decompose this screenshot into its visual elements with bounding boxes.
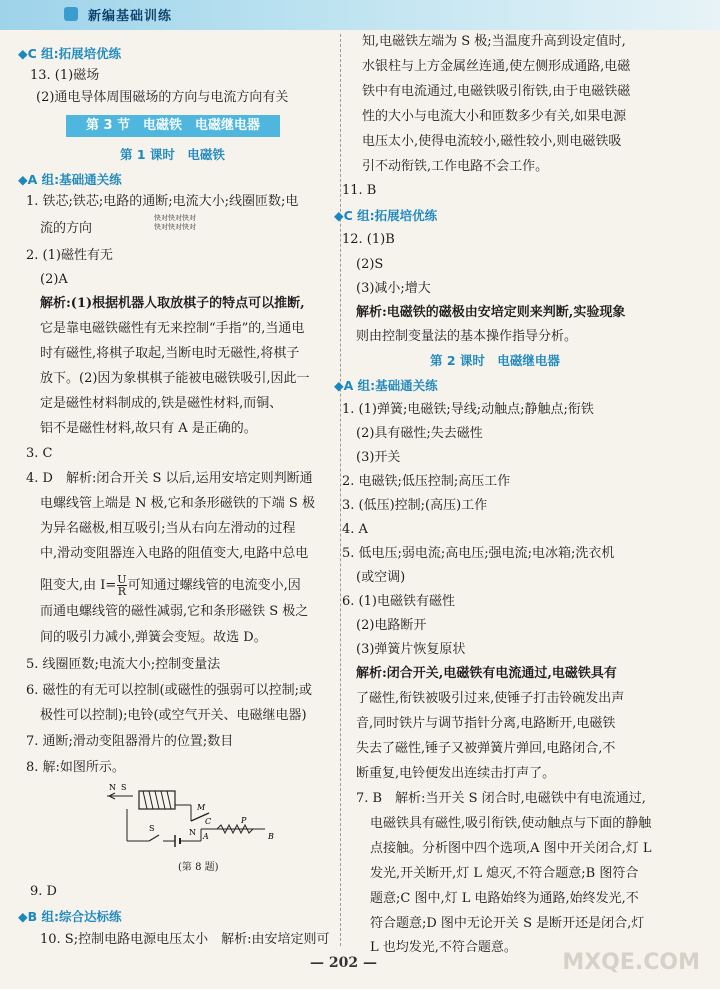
watermark: MXQE.COM xyxy=(562,950,700,975)
answer-1-line1: 1. 铁芯;铁芯;电路的通断;电流大小;线圈匝数;电 xyxy=(26,194,299,209)
label-n2: N xyxy=(189,828,196,837)
r-answer-6-2: (2)电路断开 xyxy=(356,618,427,633)
label-a: A xyxy=(203,832,209,841)
explanation-2-line6: 铝不是磁性材料,故只有 A 是正确的。 xyxy=(40,421,257,436)
a-group-heading: ◆A 组:基础通关练 xyxy=(18,172,122,187)
answer-10-cont-3: 铁中有电流通过,电磁铁吸引衔铁,由于电磁铁磁 xyxy=(362,84,631,99)
answer-4-line4: 中,滑动变阻器连入电路的阻值变大,电路中总电 xyxy=(40,546,309,561)
book-icon xyxy=(64,7,78,21)
lesson-title-2: 第 2 课时 电磁继电器 xyxy=(430,353,560,368)
r-answer-7-line2: 电磁铁具有磁性,吸引衔铁,使动触点与下面的静触 xyxy=(370,816,652,831)
r-explanation-6-line4: 失去了磁性,锤子又被弹簧片弹回,电路闭合,不 xyxy=(356,741,616,756)
r-answer-3: 3. (低压)控制;(高压)工作 xyxy=(342,498,488,513)
answer-7: 7. 通断;滑动变阻器滑片的位置;数目 xyxy=(26,734,234,749)
r-explanation-6-line1: 解析:闭合开关,电磁铁有电流通过,电磁铁具有 xyxy=(356,666,617,681)
label-p: P xyxy=(241,816,247,825)
answer-10-cont-5: 电压太小,使得电流较小,磁性较小,则电磁铁吸 xyxy=(362,134,622,149)
r-answer-1-3: (3)开关 xyxy=(356,450,401,465)
answer-4-line3: 为异名磁极,相互吸引;当从右向左滑动的过程 xyxy=(40,521,296,536)
label-n: N xyxy=(109,783,116,792)
r-answer-5-line2: (或空调) xyxy=(356,570,406,585)
answer-12-1: 12. (1)B xyxy=(342,232,395,247)
label-c: C xyxy=(205,817,212,826)
r-answer-6-3: (3)弹簧片恢复原状 xyxy=(356,642,466,657)
r-answer-1-2: (2)具有磁性;失去磁性 xyxy=(356,426,483,441)
answer-5: 5. 线圈匝数;电流大小;控制变量法 xyxy=(26,657,221,672)
answer-10-cont-2: 水银柱与上方金属丝连通,使左侧形成通路,电磁 xyxy=(362,59,631,74)
r-answer-6-1: 6. (1)电磁铁有磁性 xyxy=(342,594,455,609)
c-group-heading: ◆C 组:拓展培优练 xyxy=(18,46,122,61)
circuit-diagram xyxy=(105,783,295,853)
switch xyxy=(149,835,159,841)
answer-13-2: (2)通电导体周围磁场的方向与电流方向有关 xyxy=(36,90,289,105)
b-group-heading: ◆B 组:综合达标练 xyxy=(18,909,122,924)
answer-1-line2: 流的方向 xyxy=(40,221,93,236)
fraction-u-over-r: $\frac{U}{R}$ xyxy=(117,573,127,598)
r-answer-5-line1: 5. 低电压;弱电流;高电压;强电流;电冰箱;洗衣机 xyxy=(342,546,615,561)
r-explanation-6-line5: 断重复,电铃便发出连续击打声了。 xyxy=(356,766,556,781)
r-answer-7-line5: 题意;C 图中,灯 L 电路始终为通路,始终发光,不 xyxy=(370,891,639,906)
explanation-2-line1: 解析:(1)根据机器人取放棋子的特点可以推断, xyxy=(40,296,305,311)
r-answer-1-1: 1. (1)弹簧;电磁铁;导线;动触点;静触点;衔铁 xyxy=(342,402,594,417)
page-number: — 202 — xyxy=(310,955,377,971)
coil-winding xyxy=(143,791,171,809)
answer-12-3: (3)减小;增大 xyxy=(356,281,431,296)
label-s: S xyxy=(121,783,127,792)
column-divider xyxy=(340,34,341,946)
answer-4-line1: 4. D 解析:闭合开关 S 以后,运用安培定则判断通 xyxy=(26,471,313,486)
label-m: M xyxy=(197,803,206,812)
explanation-2-line3: 时有磁性,将棋子取起,当断电时无磁性,将棋子 xyxy=(40,346,300,361)
c-group-heading-2: ◆C 组:拓展培优练 xyxy=(334,208,438,223)
r-explanation-6-line2: 了磁性,衔铁被吸引过来,使锤子打击铃碗发出声 xyxy=(356,691,625,706)
answer-4-line6: 而通电螺线管的磁性减弱,它和条形磁铁 S 极之 xyxy=(40,604,309,619)
r-answer-7-line6: 符合题意;D 图中无论开关 S 是断开还是闭合,灯 xyxy=(370,916,645,931)
answer-2-1: 2. (1)磁性有无 xyxy=(26,248,113,263)
stamp-text: 快对快对快对 快对快对快对 xyxy=(154,214,196,231)
answer-10-cont-6: 引不动衔铁,工作电路不会工作。 xyxy=(362,159,549,174)
answer-10-cont-4: 性的大小与电流大小和匝数多少有关,如果电源 xyxy=(362,109,627,124)
answer-4-line5: 阻变大,由 I= $\frac{U}{R}$ 可知通过螺线管的电流变小,因 xyxy=(40,573,301,598)
answer-4-line2: 电螺线管上端是 N 极,它和条形磁铁的下端 S 极 xyxy=(40,496,315,511)
r-answer-2: 2. 电磁铁;低压控制;高压工作 xyxy=(342,474,511,489)
section-banner: 第 3 节 电磁铁 电磁继电器 xyxy=(66,115,280,137)
explanation-12-line2: 则由控制变量法的基本操作指导分析。 xyxy=(356,329,578,344)
answer-6-line1: 6. 磁性的有无可以控制(或磁性的强弱可以控制;或 xyxy=(26,683,312,698)
a-group-heading-2: ◆A 组:基础通关练 xyxy=(334,378,438,393)
answer-6-line2: 极性可以控制);电铃(或空气开关、电磁继电器) xyxy=(40,708,307,723)
label-b: B xyxy=(268,832,274,841)
answer-10-cont-1: 知,电磁铁左端为 S 极;当温度升高到设定值时, xyxy=(362,34,626,49)
r-explanation-6-line3: 音,同时铁片与调节指针分离,电路断开,电磁铁 xyxy=(356,716,616,731)
answer-4-line7: 间的吸引力减小,弹簧会变短。故选 D。 xyxy=(40,630,267,645)
answer-2-2: (2)A xyxy=(40,272,68,287)
label-switch-s: S xyxy=(149,824,155,833)
answer-9: 9. D xyxy=(30,884,57,899)
explanation-2-line2: 它是靠电磁铁磁性有无来控制“手指”的,当通电 xyxy=(40,321,305,336)
explanation-12-line1: 解析:电磁铁的磁极由安培定则来判断,实验现象 xyxy=(356,305,626,320)
r-answer-7-line4: 发光,开关断开,灯 L 熄灭,不符合题意;B 图符合 xyxy=(370,866,639,881)
figure-caption: (第 8 题) xyxy=(178,862,219,873)
header-title: 新编基础训练 xyxy=(88,9,173,24)
r-answer-7-line1: 7. B 解析:当开关 S 闭合时,电磁铁中有电流通过, xyxy=(356,791,646,806)
answer-3: 3. C xyxy=(26,446,53,461)
explanation-2-line4: 放下。(2)因为象棋棋子能被电磁铁吸引,因此一 xyxy=(40,371,310,386)
r-answer-7-line3: 点接触。分析图中四个选项,A 图中开关闭合,灯 L xyxy=(370,841,652,856)
lesson-title-1: 第 1 课时 电磁铁 xyxy=(120,147,225,162)
answer-13-1: 13. (1)磁场 xyxy=(30,68,100,83)
answer-8: 8. 解:如图所示。 xyxy=(26,760,125,775)
answer-10: 10. S;控制电路电源电压太小 解析:由安培定则可 xyxy=(40,932,330,947)
answer-12-2: (2)S xyxy=(356,257,384,272)
explanation-2-line5: 定是磁性材料制成的,铁是磁性材料,而铜、 xyxy=(40,396,283,411)
r-answer-4: 4. A xyxy=(342,522,368,537)
answer-11: 11. B xyxy=(342,183,377,198)
r-answer-7-line7: L 也均发光,不符合题意。 xyxy=(370,940,517,955)
